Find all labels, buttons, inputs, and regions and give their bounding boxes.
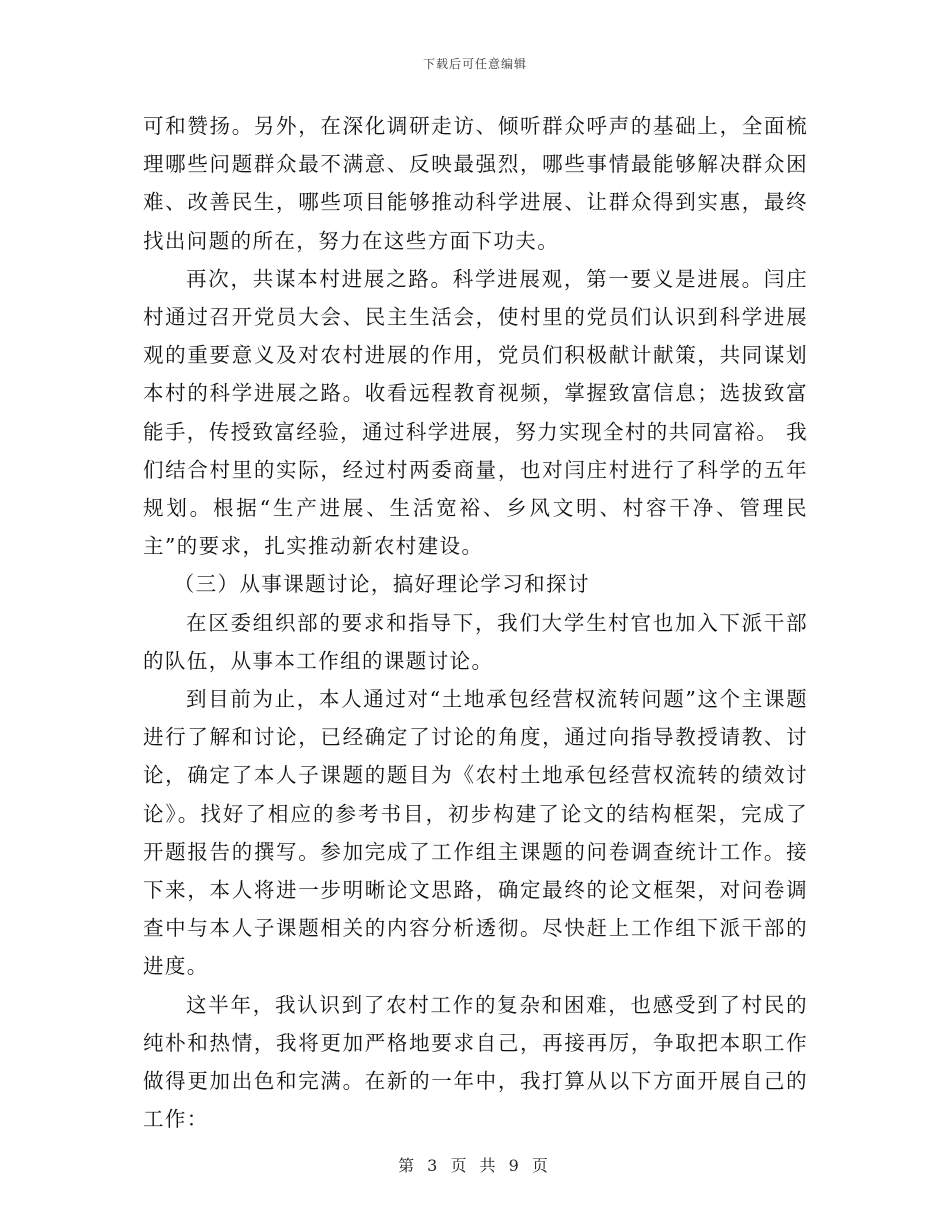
paragraph-continuation: 可和赞扬。另外，在深化调研走访、倾听群众呼声的基础上，全面梳理哪些问题群众最不满意、反映最强烈，哪些事情最能够解决群众困难、改善民生，哪些项目能够推动科学进展、让群众得到实惠，最终找出问题的所在，努力在这些方面下功夫。 [143,114,808,253]
paragraph-summary: 这半年，我认识到了农村工作的复杂和困难，也感受到了村民的纯朴和热情，我将更加严格地要求自己，再接再厉，争取把本职工作做得更加出色和完满。在新的一年中，我打算从以下方面开展自己的工作： [143,992,808,1132]
page-header: 下载后可任意编辑 [422,57,527,71]
paragraph-village-development: 再次，共谋本村进展之路。科学进展观，第一要义是进展。闫庄村通过召开党员大会、民主生活会，使村里的党员们认识到科学进展观的重要意义及对农村进展的作用，党员们积极献计献策，共同谋划本村的科学进展之路。收看远程教育视频，掌握致富信息；选拔致富能手，传授致富经验，通过科学进展，努力实现全村的共同富裕。 我们结合村里的实际，经过村两委商量，也对闫庄村进行了科学的五年规划。根据“生产进展、生活宽裕、乡风文明、村容干净、管理民主”的要求，扎实推动新农村建设。 [143,266,808,559]
document-body [143,107,808,1138]
page-number: 第 3 页 共 9 页 [398,1156,552,1175]
paragraph-research-intro: 在区委组织部的要求和指导下，我们大学生村官也加入下派干部的队伍，从事本工作组的课题讨论。 [143,610,808,673]
section-heading: （三）从事课题讨论，搞好理论学习和探讨 [173,572,590,597]
paragraph-research-progress: 到目前为止，本人通过对“土地承包经营权流转问题”这个主课题进行了解和讨论，已经确定了讨论的角度，通过向指导教授请教、讨论，确定了本人子课题的题目为《农村土地承包经营权流转的绩效讨论》。找好了相应的参考书目，初步构建了论文的结构框架，完成了开题报告的撰写。参加完成了工作组主课题的问卷调查统计工作。接下来，本人将进一步明晰论文思路，确定最终的论文框架，对问卷调查中与本人子课题相关的内容分析透彻。尽快赶上工作组下派干部的进度。 [143,687,808,979]
